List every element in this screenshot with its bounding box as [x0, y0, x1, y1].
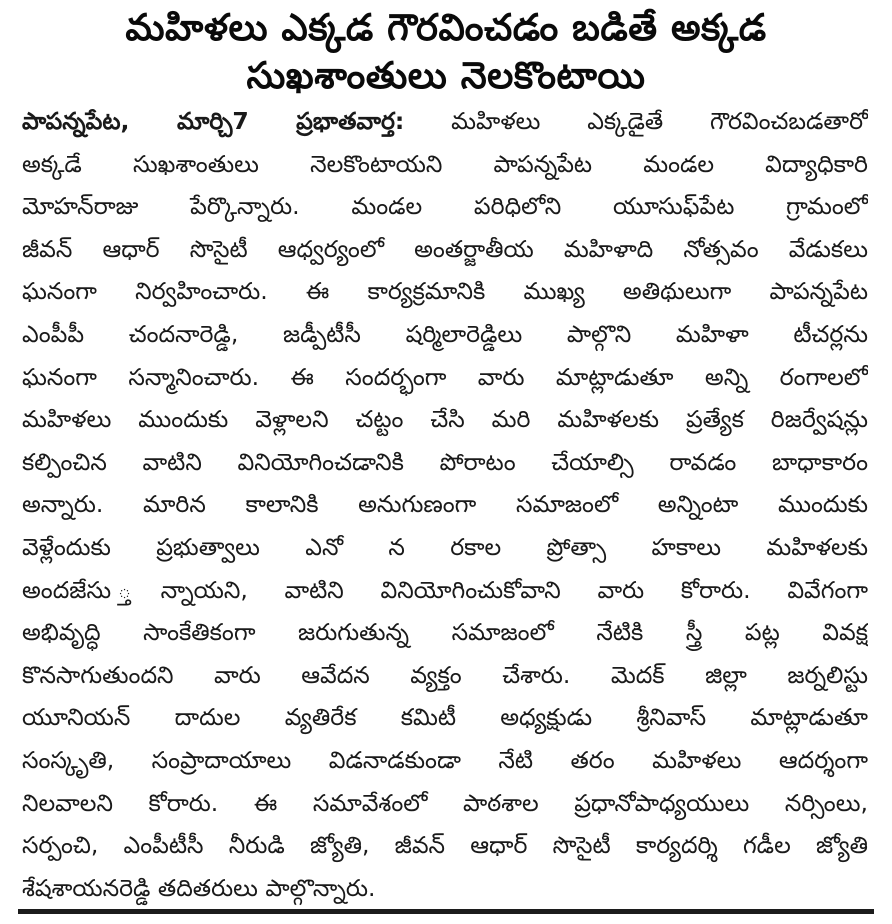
body-line-10: అన్నారు. మారిన కాలానికి అనుగుణంగా సమాజంలో అన్నింటా ముందుకు [22, 490, 868, 519]
body-line-16: సంస్కృతి, సంప్రాదాయాలు విడనాడకుండా నేటి తరం మహిళలు ఆదర్శంగా [22, 745, 868, 774]
article-body [22, 100, 868, 909]
body-line-3: మోహన్‌రాజు పేర్కొన్నారు. మండల పరిధిలోని యూసుఫ్‌పేట గ్రామంలో [22, 192, 868, 221]
body-line-18: సర్పంచి, ఎంపీటీసీ నీరుడి జ్యోతి, జీవన్ ఆధార్ సొసైటీ కార్యదర్శి గడీల జ్యోతి [22, 831, 868, 860]
body-line-1 [22, 100, 868, 143]
body-line-12: అందజేసు ్తన్నాయని, వాటిని వినియోగించుకోవాని వారు కోరారు. వివేగంగా [22, 575, 868, 604]
body-line-15: యూనియన్ దాదుల వ్యతిరేక కమిటీ అధ్యక్షుడు శ్రీనివాస్ మాట్లాడుతూ [22, 703, 868, 732]
body-line-5: ఘనంగా నిర్వహించారు. ఈ కార్యక్రమానికి ముఖ్య అతిథులుగా పాపన్నపేట [22, 277, 868, 306]
body-line-4: జీవన్ ఆధార్ సొసైటీ ఆధ్వర్యంలో అంతర్జాతీయ మహిళాది నోత్సవం వేడుకలు [22, 234, 868, 263]
body-line-6: ఎంపీపీ చందనారెడ్డి, జడ్పీటీసీ షర్మిలారెడ్డిలు పాల్గొని మహిళా టీచర్లను [22, 319, 868, 348]
dateline: పాపన్నపేట, మార్చి7 ప్రభాతవార్త: [22, 107, 405, 135]
headline [20, 4, 872, 100]
body-line-11: వెళ్లేందుకు ప్రభుత్వాలు ఎనో న రకాల ప్రోత్సా హకాలు మహిళలకు [22, 532, 868, 561]
body-line-17: నిలవాలని కోరారు. ఈ సమావేశంలో పాఠశాల ప్రధానోపాధ్యయులు నర్సింలు, [22, 788, 868, 817]
bottom-rule [18, 909, 874, 914]
body-line-8: మహిళలు ముందుకు వెళ్లాలని చట్టం చేసి మరి మహిళలకు ప్రత్యేక రిజర్వేషన్లు [22, 405, 868, 434]
body-line-7: ఘనంగా సన్మానించారు. ఈ సందర్భంగా వారు మాట్లాడుతూ అన్ని రంగాలలో [22, 362, 868, 391]
headline-line-1: మహిళలు ఎక్కడ గౌరవించడం బడితే అక్కడ [125, 6, 767, 49]
first-line-text: మహిళలు ఎక్కడైతే గౌరవించబడతారో [404, 107, 868, 135]
body-line-2: అక్కడే సుఖశాంతులు నెలకొంటాయని పాపన్నపేట మండల విద్యాధికారి [22, 149, 868, 178]
body-line-14: కొనసాగుతుందని వారు ఆవేదన వ్యక్తం చేశారు. మెదక్ జిల్లా జర్నలిస్టు [22, 660, 868, 689]
body-line-13: అభివృద్ధి సాంకేతికంగా జరుగుతున్న సమాజంలో నేటికి స్త్రీ పట్ల వివక్ష [22, 618, 868, 647]
headline-line-2: సుఖశాంతులు నెలకొంటాయి [246, 54, 646, 97]
body-line-9: కల్పించిన వాటిని వినియోగించడానికి పోరాటం చేయాల్సి రావడం బాధాకారం [22, 447, 868, 476]
body-line-19: శేషశాయనరెడ్డి తదితరులు పాల్గొన్నారు. [22, 873, 376, 902]
